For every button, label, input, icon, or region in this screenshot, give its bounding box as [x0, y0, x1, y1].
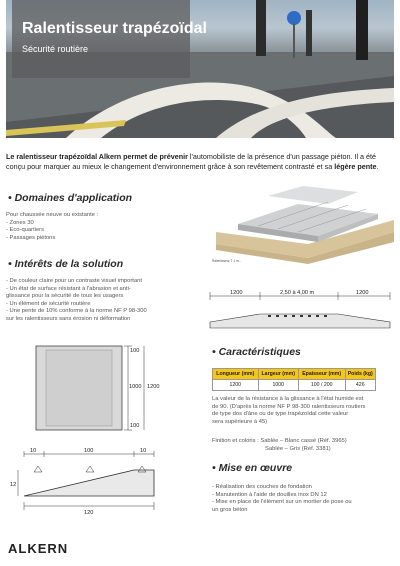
interets-list [6, 278, 147, 324]
mise-en-oeuvre-line: - Réalisation des couches de fondation [212, 484, 312, 490]
interets-line: - Un état de surface résistant à l'abrasion et anti- [6, 285, 131, 292]
front-dim-top: 100 [130, 348, 140, 354]
side-dim-left: 10 [30, 448, 37, 454]
mise-en-oeuvre-list [212, 484, 352, 514]
intro-bold-tail: légère pente [334, 162, 377, 172]
spec-cell-poids: 426 [345, 380, 376, 391]
hero-image [6, 0, 394, 138]
finition-block [212, 438, 347, 453]
side-dim-height: 12 [10, 482, 17, 488]
title-box [12, 0, 190, 78]
spec-header-poids: Poids (kg) [345, 369, 376, 380]
spec-header-epaisseur: Epaisseur (mm) [298, 369, 345, 380]
finition-line-2 [212, 446, 347, 454]
finition-label: Finition et coloris : [212, 438, 259, 444]
intro-bold-lead: Le ralentisseur trapézoïdal Alkern permet de prévenir [6, 152, 188, 161]
mise-en-oeuvre-heading: • Mise en œuvre [212, 462, 293, 474]
product-photo [208, 186, 394, 264]
spec-table-row [213, 380, 376, 391]
front-dim-bottom: 100 [130, 423, 140, 429]
front-dim-total: 1200 [147, 384, 160, 390]
intro-paragraph [6, 152, 392, 173]
spec-cell-largeur: 1000 [258, 380, 298, 391]
caracteristiques-line: La valeur de la résistance à la glissance à l'état humide est [212, 396, 364, 402]
side-view-drawing [8, 446, 168, 520]
spec-table-header-row [213, 369, 376, 380]
alkern-logo [8, 540, 68, 558]
interets-line: sur les ralentisseurs sans érosion ni déformation [6, 315, 131, 322]
tree-silhouettes [236, 0, 394, 60]
caracteristiques-line: de type dos d'âne ou de type trapézoïdal cette valeur [212, 411, 349, 418]
layout-diagram [208, 288, 394, 332]
logo-text: ALKERN [8, 541, 69, 556]
mise-en-oeuvre-line: un gros béton [212, 506, 248, 513]
interets-line: - De couleur claire pour un contraste visuel important [6, 278, 142, 284]
domaines-line: Pour chaussée neuve ou existante : [6, 212, 99, 218]
caracteristiques-line: sera supérieure à 45) [212, 418, 268, 425]
intro-text-2: . [376, 162, 379, 172]
spec-cell-epaisseur: 100 / 200 [298, 380, 345, 391]
front-view-drawing [32, 344, 168, 434]
side-dim-middle: 100 [84, 448, 94, 454]
mise-en-oeuvre-line: - Mise en place de l'élément sur un mortier de pose ou [212, 499, 352, 506]
mise-en-oeuvre-line: - Manutention à l'aide de douilles inox DN 12 [212, 491, 327, 498]
interets-line: glissance pour la sécurité de tous les usagers [6, 293, 124, 300]
page-subtitle: Sécurité routière [22, 44, 89, 54]
domaines-heading: • Domaines d'application [8, 192, 133, 204]
caracteristiques-heading: • Caractéristiques [212, 346, 301, 358]
caracteristiques-line: de 90. (D'après la norme NF P 98-300 ralentisseurs routiers [212, 403, 366, 410]
domaines-line: - Eco-quartiers [6, 227, 45, 234]
layout-dim-right: 1200 [356, 290, 369, 296]
domaines-line: - Zones 30 [6, 219, 34, 226]
intro-text-1: l'automobiliste de la présence d'un passage piéton. Il a été conçu pour marquer au mieux le changement d'environnement grâce à son revêtement contrasté et sa [6, 152, 377, 172]
spec-header-longueur: Longueur (mm) [213, 369, 259, 380]
spec-header-largeur: Largeur (mm) [258, 369, 298, 380]
photo-caption: Ralentisseur T 1 m... [212, 259, 242, 263]
interets-line: - Un élément de sécurité routière [6, 300, 91, 307]
domaines-line: - Passages piétons [6, 234, 56, 241]
front-dim-mid: 1000 [129, 384, 142, 390]
finition-line-1 [212, 438, 347, 446]
spec-table [212, 368, 376, 391]
layout-dim-left: 1200 [230, 290, 243, 296]
caracteristiques-text [212, 396, 365, 426]
finition-value-1: Sablée – Blanc cassé (Réf. 3965) [260, 438, 347, 444]
finition-value-2: Sablée – Gris (Réf. 3381) [265, 445, 331, 452]
interets-line: - Une pente de 10% conforme à la norme NF P 98-300 [6, 308, 147, 315]
side-dim-right: 10 [140, 448, 147, 454]
domaines-list [6, 212, 98, 242]
page-title: Ralentisseur trapézoïdal [22, 20, 207, 37]
interets-heading: • Intérêts de la solution [8, 258, 124, 270]
layout-dim-middle: 2,50 à 4,00 m [280, 290, 315, 296]
spec-cell-longueur: 1200 [213, 380, 259, 391]
side-dim-width: 120 [84, 510, 94, 516]
